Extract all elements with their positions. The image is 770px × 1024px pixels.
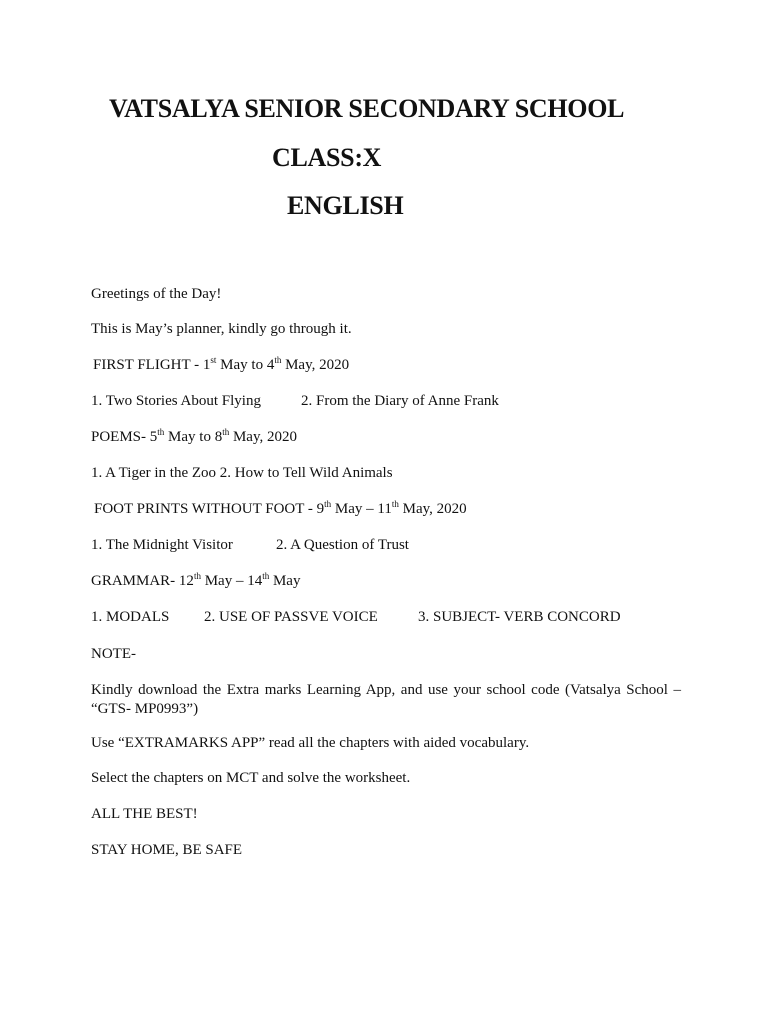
poems-suffix: May, 2020 xyxy=(229,429,297,445)
footprints-chapters xyxy=(91,537,691,557)
poems-chapters: 1. A Tiger in the Zoo 2. How to Tell Wild Animals xyxy=(91,465,393,481)
first-flight-sup-1: st xyxy=(210,355,217,365)
first-flight-mid: May to 4 xyxy=(216,357,275,373)
grammar-topic: 3. SUBJECT- VERB CONCORD xyxy=(418,609,621,625)
grammar-topic: 2. USE OF PASSVE VOICE xyxy=(204,609,378,625)
chapter-item: 1. The Midnight Visitor xyxy=(91,537,233,553)
school-name: VATSALYA SENIOR SECONDARY SCHOOL xyxy=(109,94,625,123)
grammar-topics xyxy=(91,609,691,629)
footprints-sup-2: th xyxy=(391,499,399,509)
subject-heading: ENGLISH xyxy=(287,191,404,220)
first-flight-schedule xyxy=(93,357,349,374)
grammar-schedule xyxy=(91,573,300,590)
grammar-mid: May – 14 xyxy=(200,573,263,589)
poems-sup-2: th xyxy=(222,427,230,437)
footprints-sup-1: th xyxy=(324,499,332,509)
footprints-prefix: FOOT PRINTS WITHOUT FOOT - 9 xyxy=(94,501,325,517)
chapter-item: 2. A Question of Trust xyxy=(276,537,409,553)
poems-mid: May to 8 xyxy=(164,429,223,445)
poems-sup-1: th xyxy=(157,427,165,437)
note-label: NOTE- xyxy=(91,646,136,662)
grammar-topic: 1. MODALS xyxy=(91,609,170,625)
first-flight-sup-2: th xyxy=(274,355,282,365)
intro-text: This is May’s planner, kindly go through it. xyxy=(91,321,352,337)
instruction-worksheet: Select the chapters on MCT and solve the worksheet. xyxy=(91,770,411,786)
poems-prefix: POEMS- 5 xyxy=(91,429,158,445)
instruction-extramarks: Use “EXTRAMARKS APP” read all the chapters with aided vocabulary. xyxy=(91,735,530,751)
poems-schedule xyxy=(91,429,297,446)
footprints-schedule xyxy=(94,501,467,518)
class-heading: CLASS:X xyxy=(272,143,382,172)
first-flight-chapters xyxy=(91,393,691,413)
first-flight-suffix: May, 2020 xyxy=(281,357,350,373)
grammar-suffix: May xyxy=(269,573,301,589)
footprints-suffix: May, 2020 xyxy=(398,501,467,517)
grammar-sup-2: th xyxy=(262,571,270,581)
chapter-item: 1. Two Stories About Flying xyxy=(91,393,261,409)
chapter-item: 2. From the Diary of Anne Frank xyxy=(301,393,499,409)
closing-stay-home: STAY HOME, BE SAFE xyxy=(91,842,243,858)
footprints-mid: May – 11 xyxy=(331,501,392,517)
note-text: Kindly download the Extra marks Learning App, and use your school code (Vatsalya School – “GTS- MP0993”) xyxy=(91,682,681,717)
first-flight-prefix: FIRST FLIGHT - 1 xyxy=(93,357,211,373)
greeting-text: Greetings of the Day! xyxy=(91,286,222,302)
grammar-sup-1: th xyxy=(193,571,201,581)
grammar-prefix: GRAMMAR- 12 xyxy=(91,573,194,589)
closing-all-the-best: ALL THE BEST! xyxy=(91,806,198,822)
